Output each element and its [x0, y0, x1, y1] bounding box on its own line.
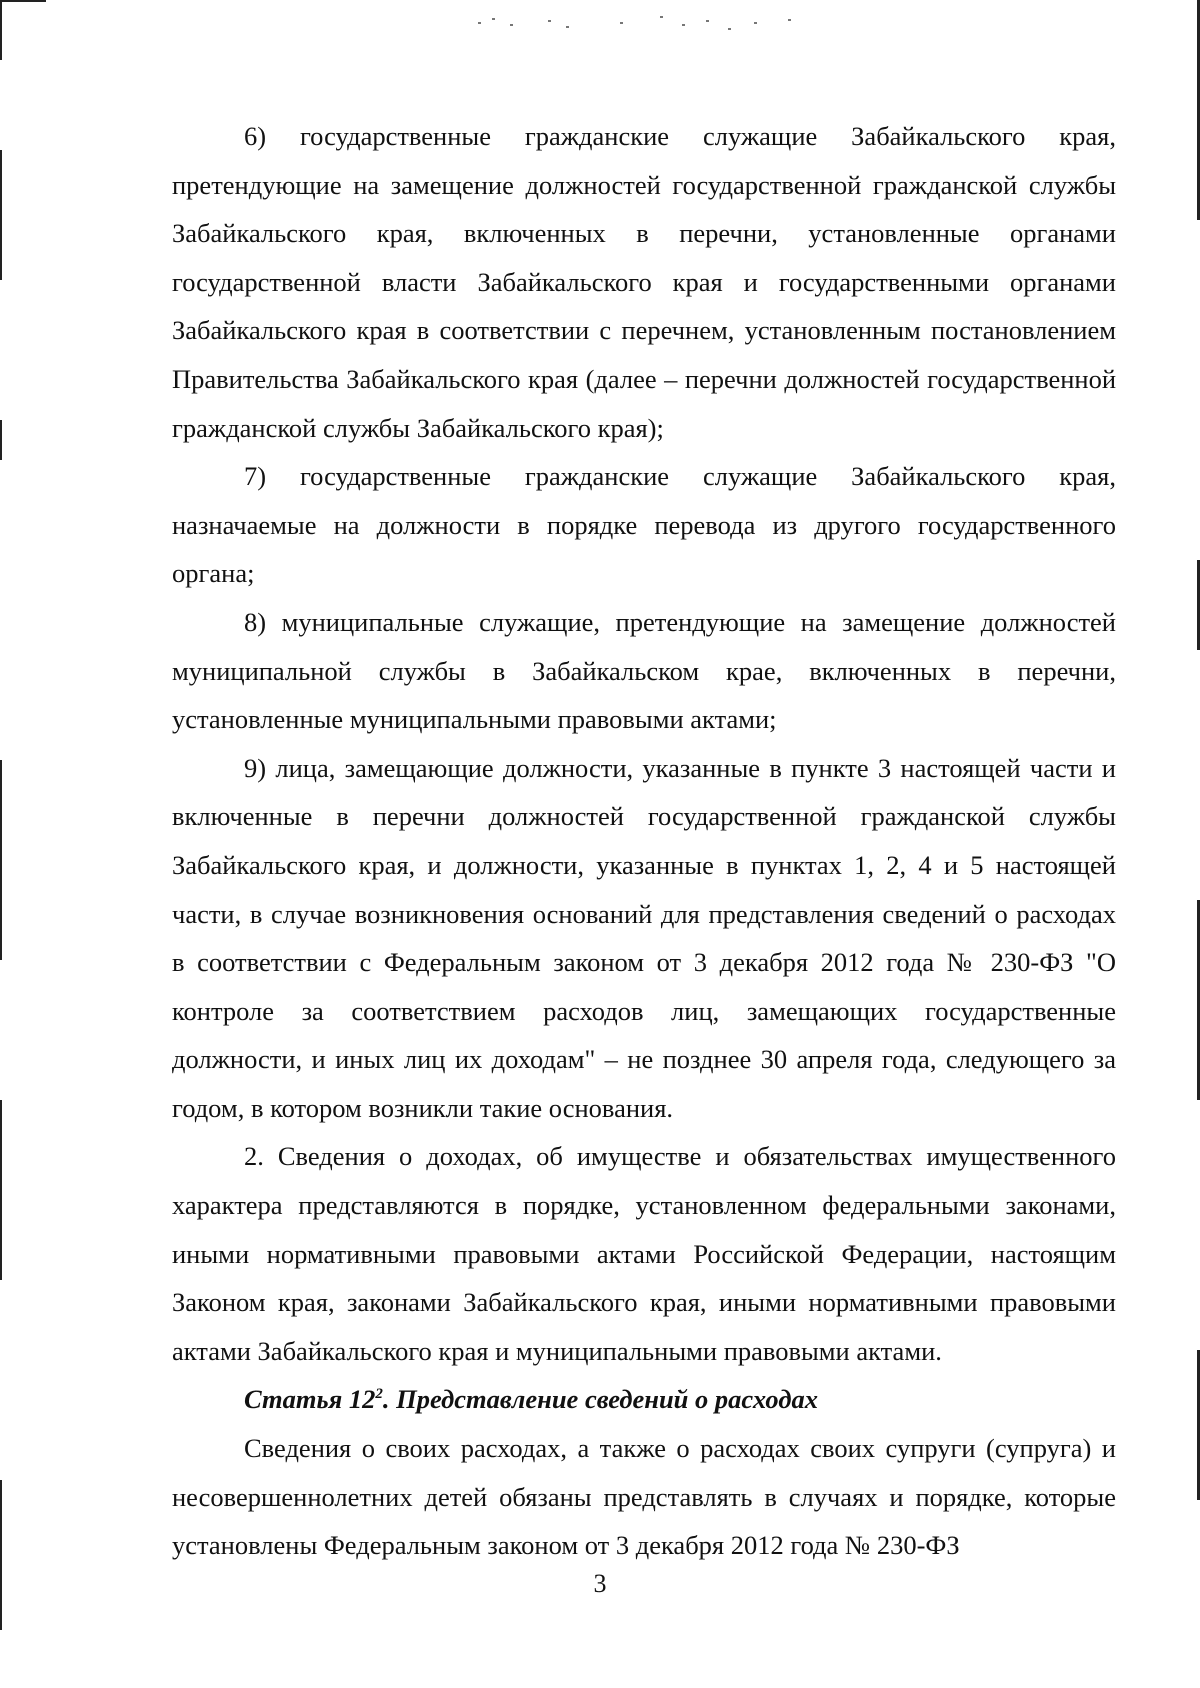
article-heading-superscript: 2 — [375, 1386, 383, 1403]
scan-edge-line — [0, 420, 2, 460]
paragraph-item-6: 6) государственные гражданские служащие Забайкальского края, претендующие на замещение должностей государственной гражданской службы Забайкальского края, включенных в перечни, установленные органами государственной власти Забайкальского края и государственными органами Забайкальского края в соответствии с перечнем, установленным постановлением Правительства Забайкальского края (далее – перечни должностей государственной гражданской службы Забайкальского края); — [172, 121, 1116, 443]
scan-edge-line — [0, 150, 2, 280]
article-heading — [172, 1375, 1116, 1424]
article-heading-title: . Представление сведений о расходах — [382, 1384, 818, 1415]
scan-edge-line — [0, 1480, 2, 1630]
scan-edge-line — [0, 0, 46, 2]
scan-edge-line — [0, 0, 2, 60]
article-first-paragraph: Сведения о своих расходах, а также о расходах своих супруги (супруга) и несовершеннолетних детей обязаны представлять в случаях и порядке, которые установлены Федеральным законом от 3 декабря 2012 года № 230-ФЗ — [172, 1433, 1116, 1561]
article-heading-prefix: Статья 12 — [244, 1384, 376, 1415]
paragraph-item-7: 7) государственные гражданские служащие Забайкальского края, назначаемые на должности в порядке перевода из другого государственного органа; — [172, 461, 1116, 589]
scan-edge-line — [0, 760, 2, 960]
scan-edge-line — [0, 1100, 2, 1280]
scan-noise — [470, 10, 800, 40]
page-number: 3 — [593, 1569, 607, 1598]
document-body — [172, 112, 1116, 1570]
paragraph-item-9: 9) лица, замещающие должности, указанные в пункте 3 настоящей части и включенные в перечни должностей государственной гражданской службы Забайкальского края, и должности, указанные в пунктах 1, 2, 4 и 5 настоящей части, в случае возникновения оснований для представления сведений о расходах в соответствии с Федеральным законом от 3 декабря 2012 года № 230-ФЗ "О контроле за соответствием расходов лиц, замещающих государственные должности, и иных лиц их доходам" – не позднее 30 апреля года, следующего за годом, в котором возникли такие основания. — [172, 752, 1116, 1123]
paragraph-section-2: 2. Сведения о доходах, об имуществе и обязательствах имущественного характера представляются в порядке, установленном федеральными законами, иными нормативными правовыми актами Российской Федерации, настоящим Законом края, законами Забайкальского края, иными нормативными правовыми актами Забайкальского края и муниципальными правовыми актами. — [172, 1141, 1116, 1366]
paragraph-item-8: 8) муниципальные служащие, претендующие на замещение должностей муниципальной службы в Забайкальском крае, включенных в перечни, установленные муниципальными правовыми актами; — [172, 606, 1116, 735]
